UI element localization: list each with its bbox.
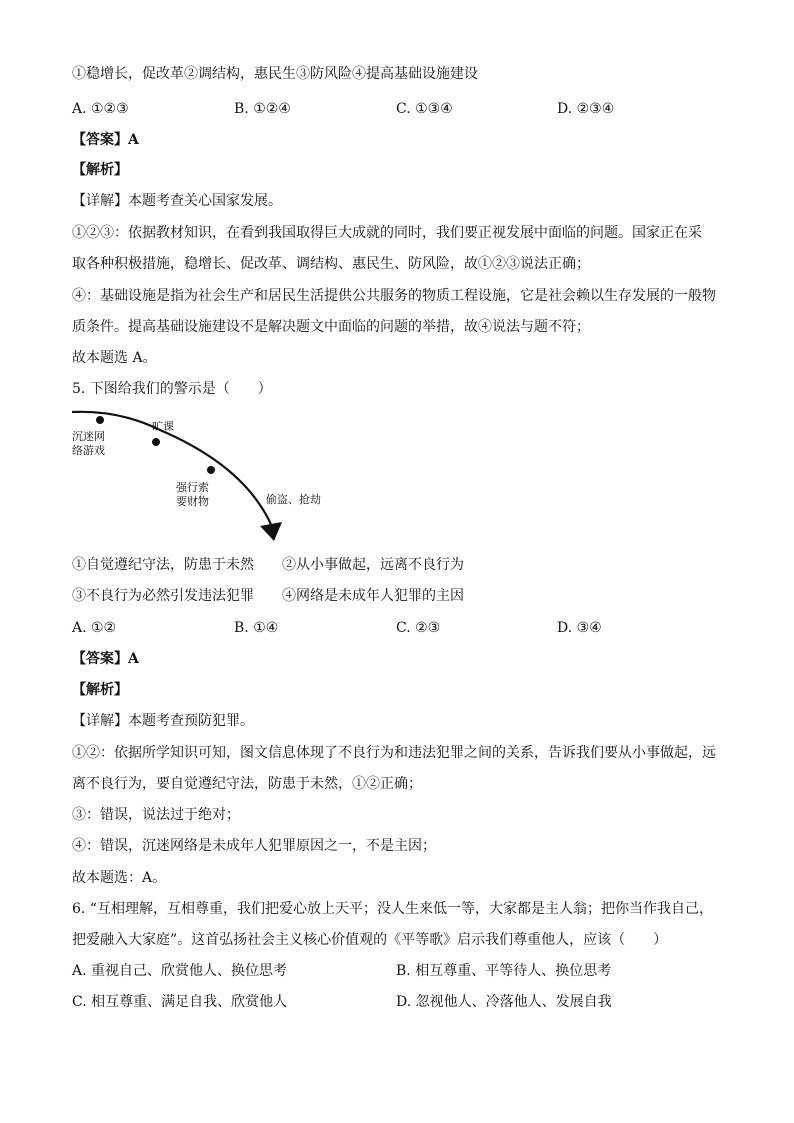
warning-curve-diagram	[60, 400, 360, 550]
arrow-head	[260, 522, 282, 541]
q6-stem-line-2: 把爱融入大家庭”。这首弘扬社会主义核心价值观的《平等歌》启示我们尊重他人，应该（ ）	[72, 932, 668, 948]
q4-stem: ①稳增长，促改革②调结构，惠民生③防风险④提高基础设施建设	[72, 66, 478, 82]
q5-analysis-label: 【解析】	[72, 682, 128, 698]
q5-explanation-2: ③：错误，说法过于绝对；	[72, 807, 240, 823]
curve-node-3	[207, 466, 215, 474]
diagram-label-extortion-1: 强行索	[176, 481, 209, 494]
q5-stem: 5. 下图给我们的警示是（ ）	[72, 381, 272, 397]
q4-analysis-label: 【解析】	[72, 162, 128, 178]
q5-conclusion: 故本题选：A。	[72, 870, 167, 886]
q4-explanation-1-line-1: ①②③：依据教材知识，在看到我国取得巨大成就的同时，我们要正视发展中面临的问题。国家正在采	[72, 225, 702, 241]
q4-option-c: C. ①③④	[396, 101, 453, 117]
q6-option-a: A. 重视自己、欣赏他人、换位思考	[72, 963, 288, 979]
q4-detail: 【详解】本题考查关心国家发展。	[72, 193, 282, 209]
q5-option-c: C. ②③	[396, 620, 441, 636]
q4-explanation-2-line-2: 质条件。提高基础设施建设不是解决题文中面临的问题的举措，故④说法与题不符；	[72, 319, 590, 335]
q4-option-a: A. ①②③	[72, 101, 129, 117]
q5-choice-2: ②从小事做起，远离不良行为	[282, 557, 464, 573]
q5-answer: 【答案】A	[72, 651, 139, 667]
q5-detail: 【详解】本题考查预防犯罪。	[72, 713, 254, 729]
curve-node-2	[152, 438, 160, 446]
q6-stem-line-1: 6. “互相理解，互相尊重，我们把爱心放上天平；没人生来低一等，大家都是主人翁；把你当作我自己，	[72, 901, 713, 917]
q6-option-b: B. 相互尊重、平等待人、换位思考	[396, 963, 612, 979]
q5-explanation-3: ④：错误，沉迷网络是未成年人犯罪原因之一，不是主因；	[72, 838, 436, 854]
q6-option-c: C. 相互尊重、满足自我、欣赏他人	[72, 994, 288, 1010]
diagram-label-online-games-1: 沉迷网	[72, 430, 105, 443]
q4-explanation-1-line-2: 取各种积极措施，稳增长、促改革、调结构、惠民生、防风险，故①②③说法正确；	[72, 256, 590, 272]
diagram-label-theft-robbery: 偷盗、抢劫	[266, 493, 321, 506]
q5-choice-3: ③不良行为必然引发违法犯罪	[72, 588, 254, 604]
q5-option-b: B. ①④	[234, 620, 279, 636]
q6-option-d: D. 忽视他人、冷落他人、发展自我	[396, 994, 612, 1010]
q5-choice-4: ④网络是未成年人犯罪的主因	[282, 588, 464, 604]
q5-option-d: D. ③④	[557, 620, 602, 636]
curve-node-1	[96, 416, 104, 424]
q4-option-d: D. ②③④	[557, 101, 615, 117]
diagram-label-extortion-2: 要财物	[176, 495, 209, 508]
q4-option-b: B. ①②④	[234, 101, 291, 117]
q5-explanation-1-line-1: ①②：依据所学知识可知，图文信息体现了不良行为和违法犯罪之间的关系，告诉我们要从小事做起，远	[72, 745, 716, 761]
diagram-label-truancy: 旷课	[152, 420, 174, 433]
q5-choice-1: ①自觉遵纪守法，防患于未然	[72, 557, 254, 573]
q4-conclusion: 故本题选 A。	[72, 350, 157, 366]
diagram-label-online-games-2: 络游戏	[72, 444, 105, 457]
q5-option-a: A. ①②	[72, 620, 117, 636]
q5-explanation-1-line-2: 离不良行为，要自觉遵纪守法，防患于未然，①②正确；	[72, 776, 422, 792]
q4-explanation-2-line-1: ④：基础设施是指为社会生产和居民生活提供公共服务的物质工程设施，它是社会赖以生存发展的一般物	[72, 288, 716, 304]
q4-answer: 【答案】A	[72, 132, 139, 148]
